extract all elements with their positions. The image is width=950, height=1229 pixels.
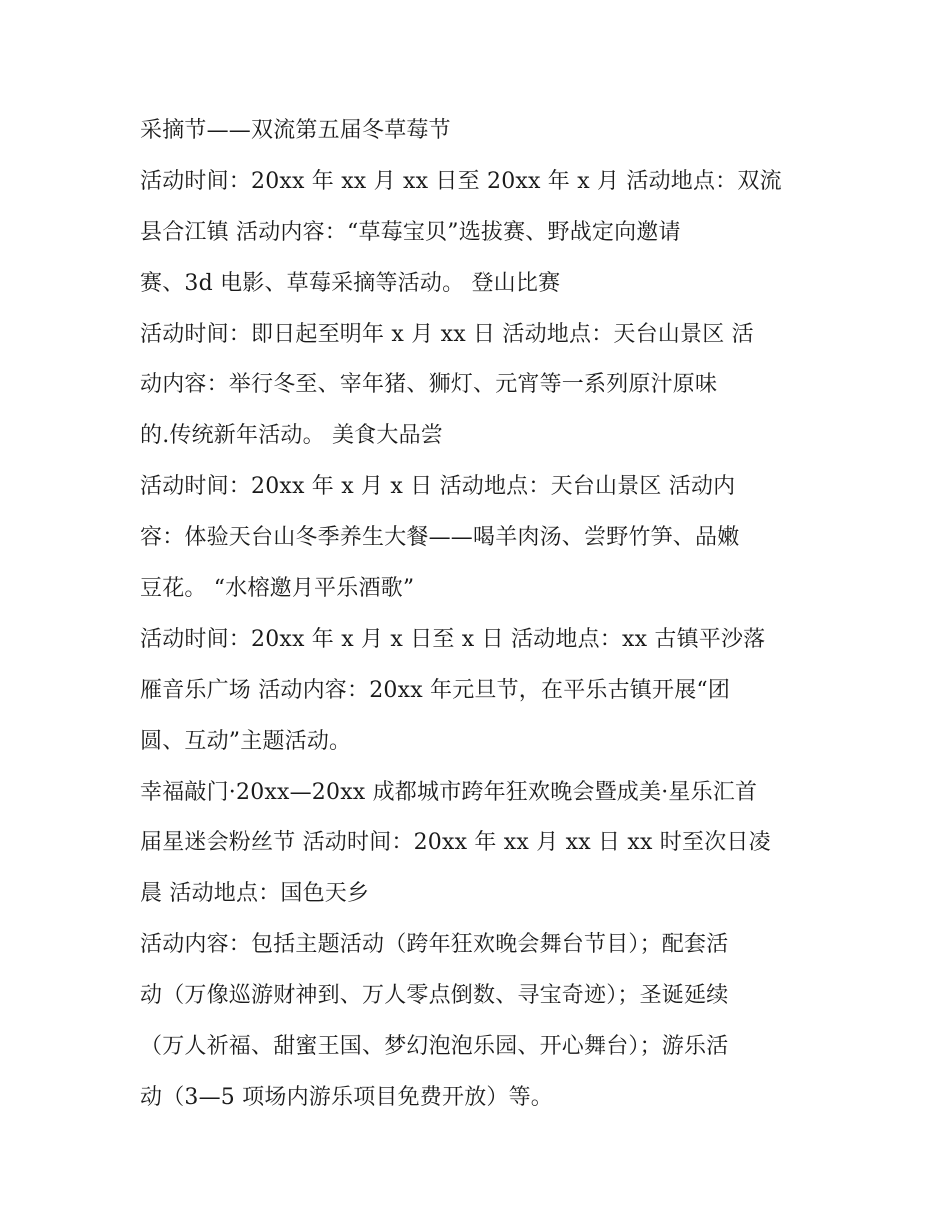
text-line: 雁音乐广场 活动内容：20xx 年元旦节，在平乐古镇开展“团 [140,677,731,703]
text-line: 圆、互动”主题活动。 [140,728,352,754]
text-line: 赛、3d 电影、草莓采摘等活动。 登山比赛 [140,270,561,296]
text-line: 活动时间：20xx 年 x 月 x 日 活动地点：天台山景区 活动内 [140,474,736,500]
text-line: 采摘节——双流第五届冬草莓节 [140,118,451,143]
text-line: （万人祈福、甜蜜王国、梦幻泡泡乐园、开心舞台）；游乐活 [140,1034,729,1060]
text-line: 晨 活动地点：国色天乡 [140,881,370,907]
text-line: 豆花。 “水榕邀月平乐酒歌” [140,576,415,602]
text-line: 活动内容：包括主题活动（跨年狂欢晚会舞台节目）；配套活 [140,932,729,958]
text-line: 活动时间：20xx 年 xx 月 xx 日至 20xx 年 x 月 活动地点：双流 [140,168,782,194]
text-line: 动内容：举行冬至、宰年猪、狮灯、元宵等一系列原汁原味 [140,372,718,398]
text-line: 动（3—5 项场内游乐项目免费开放）等。 [140,1084,553,1110]
text-line: 幸福敲门·20xx—20xx 成都城市跨年狂欢晚会暨成美·星乐汇首 [140,779,758,805]
document-body [140,106,820,1124]
text-line: 动（万像巡游财神到、万人零点倒数、寻宝奇迹）；圣诞延续 [140,983,729,1009]
text-line: 活动时间：即日起至明年 x 月 xx 日 活动地点：天台山景区 活 [140,321,754,347]
text-line: 的.传统新年活动。 美食大品尝 [140,423,443,449]
text-line: 活动时间：20xx 年 x 月 x 日至 x 日 活动地点：xx 古镇平沙落 [140,626,766,652]
text-line: 届星迷会粉丝节 活动时间：20xx 年 xx 月 xx 日 xx 时至次日凌 [140,830,771,856]
text-line: 容：体验天台山冬季养生大餐——喝羊肉汤、尝野竹笋、品嫩 [140,525,740,551]
text-line: 县合江镇 活动内容：“草莓宝贝”选拔赛、野战定向邀请 [140,219,681,245]
